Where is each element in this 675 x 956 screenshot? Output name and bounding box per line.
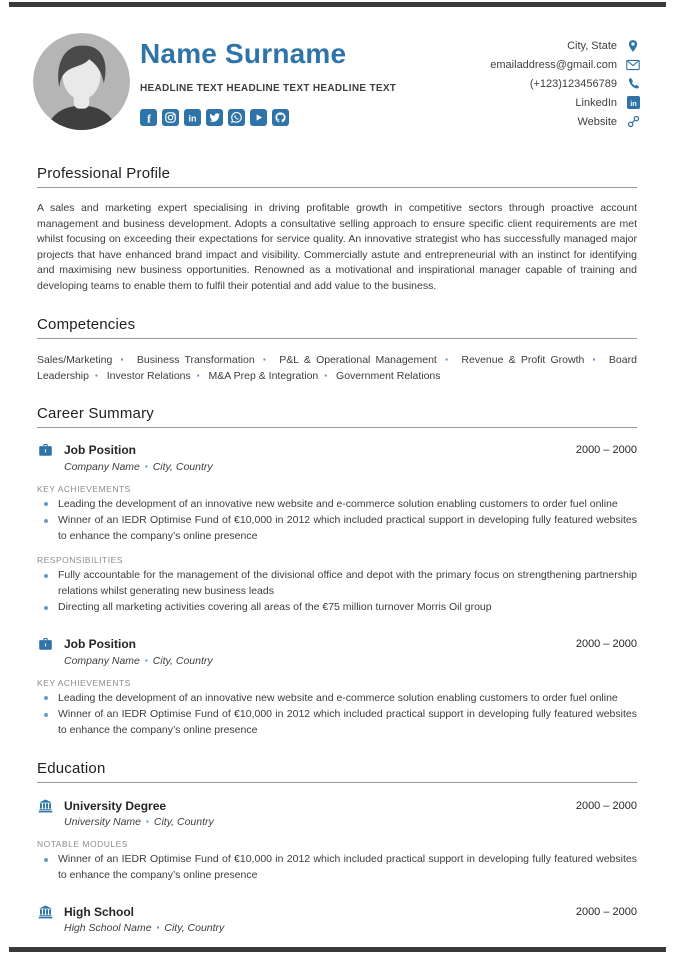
square-bullet-icon: ▪ bbox=[144, 655, 148, 665]
phone-icon bbox=[626, 77, 640, 91]
job-title: Job Position bbox=[64, 637, 136, 652]
linkedin-square-icon bbox=[626, 96, 640, 110]
envelope-icon bbox=[626, 58, 640, 72]
job-company-line bbox=[64, 461, 637, 473]
whatsapp-icon[interactable] bbox=[228, 109, 245, 126]
contact-phone[interactable] bbox=[490, 74, 640, 93]
social-icons-row bbox=[140, 109, 396, 126]
bullet-item: Leading the development of an innovative new website and e-commerce solution enabling customers to order fuel online bbox=[37, 497, 637, 513]
modules-list bbox=[37, 852, 637, 883]
link-icon bbox=[626, 115, 640, 129]
headline-text: HEADLINE TEXT HEADLINE TEXT HEADLINE TEXT bbox=[140, 83, 397, 94]
job-location: City, Country bbox=[152, 654, 213, 667]
education-location: City, Country bbox=[164, 922, 225, 935]
competency-item: Sales/Marketing bbox=[37, 353, 113, 366]
job-dates: 2000 – 2000 bbox=[575, 444, 637, 457]
university-icon bbox=[37, 904, 53, 919]
location-pin-icon bbox=[626, 39, 640, 53]
achievements-list bbox=[37, 691, 637, 739]
degree-title: University Degree bbox=[64, 798, 167, 813]
school-title: High School bbox=[64, 904, 134, 919]
section-career-summary bbox=[37, 405, 637, 739]
responsibilities-list bbox=[37, 568, 637, 616]
job-header bbox=[37, 637, 637, 652]
square-bullet-icon: ▪ bbox=[324, 370, 328, 380]
job-entry bbox=[37, 637, 637, 739]
profile-paragraph: A sales and marketing expert specialising in driving profitable growth in competitive sectors through proactive account management and business development. Adopts a consultative selling approach to ensure specific client requirements are met whilst focusing on exceeding their expectations for service quality. An innovative strategist who has successfully managed major projects that have enhanced brand impact and visibility. Commercially astute and entrepreneurial with an instinct for identifying and maximising new business opportunities. Renowned as a motivational and inspirational manager capable of training and developing teams to enable them to fulfil their potential and add value to the business. bbox=[37, 202, 637, 292]
avatar-silhouette-icon bbox=[33, 33, 130, 130]
education-entry bbox=[37, 904, 637, 934]
contact-block bbox=[490, 36, 640, 131]
competencies-section-title: Competencies bbox=[37, 316, 637, 339]
competency-item: Revenue & Profit Growth bbox=[461, 353, 585, 366]
main-content bbox=[37, 165, 637, 934]
location-text: City, State bbox=[567, 39, 617, 52]
degree-dates: 2000 – 2000 bbox=[575, 799, 637, 812]
education-header bbox=[37, 798, 637, 813]
competency-item: Board Leadership bbox=[37, 353, 637, 382]
achievements-list bbox=[37, 497, 637, 545]
profile-section-title: Professional Profile bbox=[37, 165, 637, 188]
square-bullet-icon: ▪ bbox=[156, 923, 160, 933]
contact-linkedin[interactable] bbox=[490, 93, 640, 112]
group-label: KEY ACHIEVEMENTS bbox=[37, 483, 131, 494]
identity-block bbox=[140, 38, 396, 126]
job-entry bbox=[37, 443, 637, 616]
bullet-item: Winner of an IEDR Optimise Fund of €10,000 in 2012 which included practical support in developing fully featured websites to enhance the company’s online presence bbox=[37, 513, 637, 544]
bullet-item: Winner of an IEDR Optimise Fund of €10,000 in 2012 which included practical support in developing fully featured websites to enhance the company’s online presence bbox=[37, 852, 637, 883]
svg-text:in: in bbox=[188, 113, 197, 124]
competency-item: Government Relations bbox=[336, 369, 441, 382]
svg-text:f: f bbox=[147, 111, 151, 126]
career-section-title: Career Summary bbox=[37, 405, 637, 428]
group-label: NOTABLE MODULES bbox=[37, 839, 128, 850]
github-icon[interactable] bbox=[272, 109, 289, 126]
company-name: Company Name bbox=[64, 460, 140, 473]
bullet-item: Fully accountable for the management of the divisional office and depot with the primary focus on strengthening partnership relations whilst generating new business leads bbox=[37, 568, 637, 599]
square-bullet-icon: ▪ bbox=[118, 354, 126, 364]
square-bullet-icon: ▪ bbox=[196, 370, 200, 380]
job-location: City, Country bbox=[152, 460, 213, 473]
group-label: RESPONSIBILITIES bbox=[37, 555, 123, 566]
contact-website[interactable] bbox=[490, 112, 640, 131]
square-bullet-icon: ▪ bbox=[94, 370, 98, 380]
header bbox=[0, 0, 675, 152]
job-title: Job Position bbox=[64, 443, 136, 458]
phone-text: (+123)123456789 bbox=[529, 77, 617, 90]
bullet-item: Directing all marketing activities covering all areas of the €75 million turnover Morris Oil group bbox=[37, 600, 637, 616]
education-section-title: Education bbox=[37, 760, 637, 783]
square-bullet-icon: ▪ bbox=[260, 354, 269, 364]
competencies-list bbox=[37, 352, 637, 384]
section-professional-profile bbox=[37, 165, 637, 295]
competency-item: Business Transformation bbox=[136, 353, 255, 366]
job-header bbox=[37, 443, 637, 458]
group-label: KEY ACHIEVEMENTS bbox=[37, 677, 131, 688]
instagram-icon[interactable] bbox=[162, 109, 179, 126]
school-dates: 2000 – 2000 bbox=[575, 905, 637, 918]
job-dates: 2000 – 2000 bbox=[575, 638, 637, 651]
youtube-icon[interactable] bbox=[250, 109, 267, 126]
email-text: emailaddress@gmail.com bbox=[490, 58, 617, 71]
education-header bbox=[37, 904, 637, 919]
bullet-item: Winner of an IEDR Optimise Fund of €10,000 in 2012 which included practical support in developing fully featured websites to enhance the company’s online presence bbox=[37, 707, 637, 738]
competency-item: Investor Relations bbox=[106, 369, 191, 382]
facebook-icon[interactable] bbox=[140, 109, 157, 126]
university-name: University Name bbox=[64, 816, 142, 829]
education-org-line bbox=[64, 816, 637, 828]
job-company-line bbox=[64, 655, 637, 667]
website-text: Website bbox=[577, 115, 617, 128]
square-bullet-icon: ▪ bbox=[144, 461, 148, 471]
section-education bbox=[37, 760, 637, 934]
twitter-icon[interactable] bbox=[206, 109, 223, 126]
company-name: Company Name bbox=[64, 654, 140, 667]
education-entry bbox=[37, 798, 637, 883]
bottom-edge-bar bbox=[9, 947, 666, 952]
svg-text:in: in bbox=[629, 98, 637, 108]
linkedin-icon[interactable] bbox=[184, 109, 201, 126]
briefcase-icon bbox=[37, 637, 53, 652]
contact-location[interactable] bbox=[490, 36, 640, 55]
school-name: High School Name bbox=[64, 922, 152, 935]
bullet-item: Leading the development of an innovative new website and e-commerce solution enabling customers to order fuel online bbox=[37, 691, 637, 707]
contact-email[interactable] bbox=[490, 55, 640, 74]
university-icon bbox=[37, 798, 53, 813]
avatar bbox=[33, 33, 130, 130]
square-bullet-icon: ▪ bbox=[442, 354, 451, 364]
person-name: Name Surname bbox=[140, 38, 347, 69]
education-org-line bbox=[64, 922, 637, 934]
education-location: City, Country bbox=[153, 816, 214, 829]
briefcase-icon bbox=[37, 443, 53, 458]
square-bullet-icon: ▪ bbox=[590, 354, 598, 364]
section-competencies bbox=[37, 316, 637, 384]
square-bullet-icon: ▪ bbox=[146, 817, 149, 827]
competency-item: M&A Prep & Integration bbox=[208, 369, 319, 382]
linkedin-text: LinkedIn bbox=[575, 96, 617, 109]
competency-item: P&L & Operational Management bbox=[279, 353, 437, 366]
